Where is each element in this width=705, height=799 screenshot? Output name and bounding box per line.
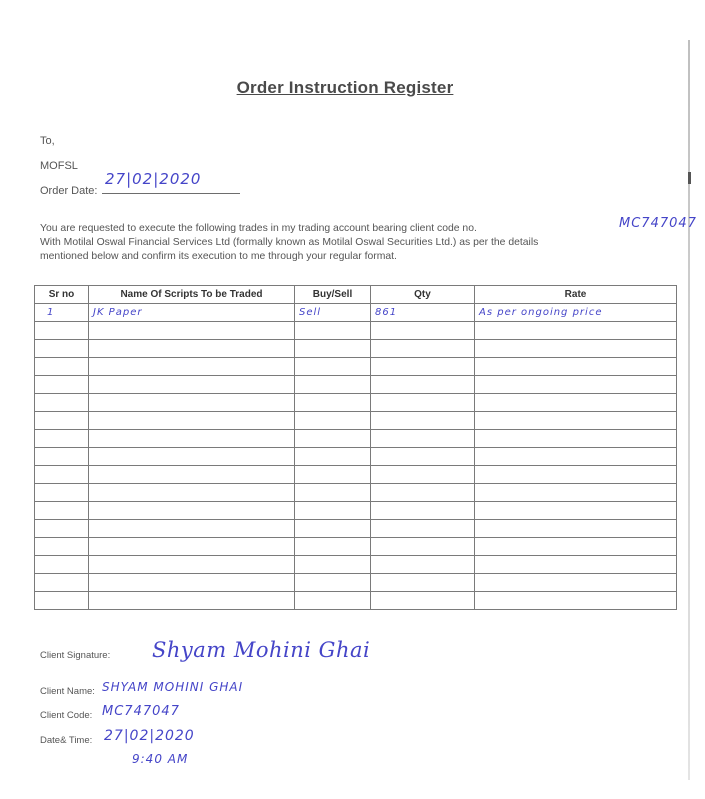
table-header-row: [35, 286, 677, 304]
rate-cell: [475, 484, 677, 502]
qty-cell: [371, 502, 475, 520]
table-row: [35, 448, 677, 466]
sr-no-cell: [35, 538, 89, 556]
instruction-line-2: With Motilal Oswal Financial Services Ltd (formally known as Motilal Oswal Securities Ltd.) as per the details: [40, 237, 539, 248]
rate-cell: [475, 322, 677, 340]
table-body: [35, 304, 677, 610]
header-qty: Qty: [371, 286, 475, 304]
rate-cell: [475, 520, 677, 538]
rate-cell: [475, 556, 677, 574]
sr-no-cell: [35, 592, 89, 610]
header-rate: Rate: [475, 286, 677, 304]
qty-cell: [371, 538, 475, 556]
rate-cell: [475, 502, 677, 520]
buy-sell-cell: [295, 322, 371, 340]
script-name-cell: [89, 520, 295, 538]
script-name-cell: [89, 592, 295, 610]
sr-no-cell: [35, 412, 89, 430]
script-name-cell: [89, 574, 295, 592]
sr-no-cell: [35, 520, 89, 538]
sr-no-cell: [35, 376, 89, 394]
instruction-line-3: mentioned below and confirm its execution to me through your regular format.: [40, 251, 397, 262]
sr-no-cell: [35, 322, 89, 340]
script-name-cell: [89, 556, 295, 574]
document-title: Order Instruction Register: [236, 78, 454, 97]
rate-cell: [475, 592, 677, 610]
sr-no-cell: [35, 466, 89, 484]
datetime-label: Date& Time:: [40, 735, 93, 746]
qty-cell: [371, 556, 475, 574]
header-buy-sell: Buy/Sell: [295, 286, 371, 304]
table-row: [35, 556, 677, 574]
qty-cell: [371, 358, 475, 376]
table-row: [35, 304, 677, 322]
page-edge-shadow: [688, 40, 690, 780]
rate-cell: [475, 574, 677, 592]
buy-sell-cell: [295, 556, 371, 574]
sr-no-cell: [35, 484, 89, 502]
qty-cell: [371, 322, 475, 340]
buy-sell-cell: [295, 430, 371, 448]
rate-cell: As per ongoing price: [475, 304, 677, 322]
to-label: To,: [40, 135, 55, 147]
script-name-cell: [89, 376, 295, 394]
buy-sell-cell: [295, 358, 371, 376]
buy-sell-cell: [295, 484, 371, 502]
buy-sell-cell: [295, 448, 371, 466]
order-date-value: 27|02|2020: [105, 170, 202, 188]
order-date-label: Order Date:: [40, 185, 98, 197]
table-row: [35, 520, 677, 538]
sr-no-cell: [35, 556, 89, 574]
script-name-cell: [89, 412, 295, 430]
rate-cell: [475, 538, 677, 556]
buy-sell-cell: [295, 394, 371, 412]
qty-cell: [371, 376, 475, 394]
qty-cell: 861: [371, 304, 475, 322]
sr-no-cell: [35, 430, 89, 448]
buy-sell-cell: [295, 592, 371, 610]
rate-cell: [475, 448, 677, 466]
script-name-cell: [89, 340, 295, 358]
header-sr-no: Sr no: [35, 286, 89, 304]
script-name-cell: [89, 394, 295, 412]
client-name-value: SHYAM MOHINI GHAI: [102, 680, 244, 694]
client-name-label: Client Name:: [40, 686, 95, 697]
script-name-cell: JK Paper: [89, 304, 295, 322]
table-row: [35, 376, 677, 394]
sr-no-cell: [35, 394, 89, 412]
script-name-cell: [89, 466, 295, 484]
table-row: [35, 322, 677, 340]
recipient-name: MOFSL: [40, 160, 78, 172]
sr-no-cell: [35, 448, 89, 466]
table-row: [35, 502, 677, 520]
script-name-cell: [89, 484, 295, 502]
buy-sell-cell: [295, 466, 371, 484]
buy-sell-cell: [295, 340, 371, 358]
table-row: [35, 340, 677, 358]
date-value: 27|02|2020: [104, 728, 195, 744]
table-row: [35, 484, 677, 502]
sr-no-cell: 1: [35, 304, 89, 322]
table-row: [35, 358, 677, 376]
rate-cell: [475, 412, 677, 430]
script-name-cell: [89, 448, 295, 466]
order-date-underline: [102, 193, 240, 194]
table-row: [35, 430, 677, 448]
buy-sell-cell: [295, 502, 371, 520]
rate-cell: [475, 358, 677, 376]
qty-cell: [371, 448, 475, 466]
client-code-inline: MC747047: [619, 216, 697, 231]
signature-label: Client Signature:: [40, 650, 111, 661]
table-row: [35, 574, 677, 592]
qty-cell: [371, 592, 475, 610]
header-script-name: Name Of Scripts To be Traded: [89, 286, 295, 304]
client-code-value: MC747047: [102, 704, 180, 719]
qty-cell: [371, 520, 475, 538]
buy-sell-cell: [295, 412, 371, 430]
rate-cell: [475, 376, 677, 394]
instruction-paragraph: [40, 222, 700, 264]
table-row: [35, 394, 677, 412]
buy-sell-cell: [295, 574, 371, 592]
buy-sell-cell: [295, 376, 371, 394]
qty-cell: [371, 574, 475, 592]
script-name-cell: [89, 538, 295, 556]
table-row: [35, 592, 677, 610]
qty-cell: [371, 394, 475, 412]
sr-no-cell: [35, 502, 89, 520]
qty-cell: [371, 484, 475, 502]
sr-no-cell: [35, 340, 89, 358]
buy-sell-cell: [295, 538, 371, 556]
buy-sell-cell: [295, 520, 371, 538]
orders-table: [34, 285, 677, 610]
client-signature: Shyam Mohini Ghai: [152, 638, 371, 662]
qty-cell: [371, 340, 475, 358]
qty-cell: [371, 430, 475, 448]
page-edge-mark: [688, 172, 691, 184]
client-code-label: Client Code:: [40, 710, 93, 721]
qty-cell: [371, 412, 475, 430]
script-name-cell: [89, 502, 295, 520]
table-row: [35, 538, 677, 556]
rate-cell: [475, 394, 677, 412]
sr-no-cell: [35, 358, 89, 376]
time-value: 9:40 AM: [132, 752, 189, 766]
script-name-cell: [89, 358, 295, 376]
table-row: [35, 466, 677, 484]
table-row: [35, 412, 677, 430]
rate-cell: [475, 430, 677, 448]
script-name-cell: [89, 322, 295, 340]
qty-cell: [371, 466, 475, 484]
rate-cell: [475, 466, 677, 484]
instruction-line-1: You are requested to execute the following trades in my trading account bearing client code no.: [40, 223, 477, 234]
script-name-cell: [89, 430, 295, 448]
buy-sell-cell: Sell: [295, 304, 371, 322]
sr-no-cell: [35, 574, 89, 592]
rate-cell: [475, 340, 677, 358]
